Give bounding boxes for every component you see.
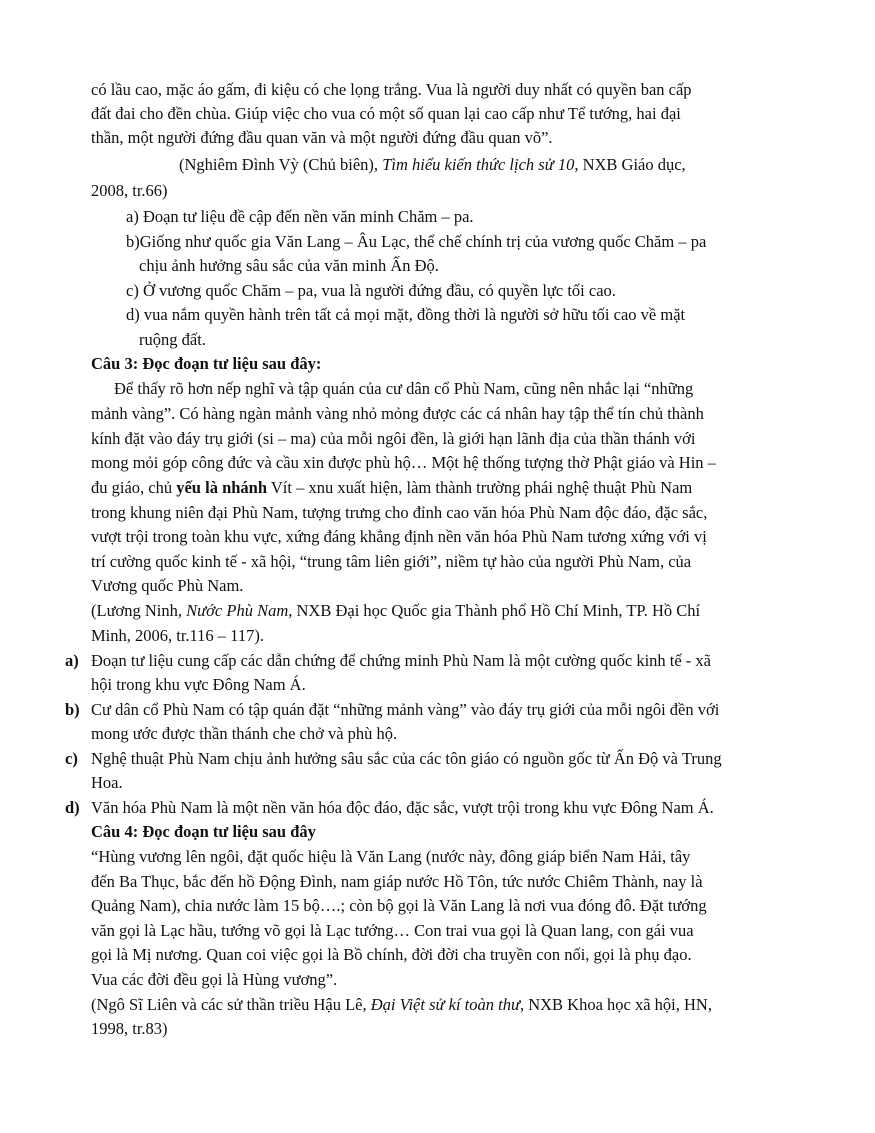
source-citation: (Lương Ninh, Nước Phù Nam, NXB Đại học Quốc gia Thành phố Hồ Chí Minh, TP. Hồ Chí (91, 601, 701, 620)
source-title: Nước Phù Nam (186, 601, 289, 620)
passage-line: đu giáo, chủ yếu là nhánh Vít – xnu xuất hiện, làm thành trường phái nghệ thuật Phù Nam (91, 478, 693, 497)
passage-line: đến Ba Thục, bắc đến hồ Động Đình, nam giáp nước Hồ Tôn, tức nước Chiêm Thành, nay là (91, 872, 703, 891)
source-title: Tìm hiểu kiến thức lịch sử 10 (382, 155, 575, 174)
question-heading: Câu 4: Đọc đoạn tư liệu sau đây (91, 822, 316, 841)
source-title: Đại Việt sử kí toàn thư (370, 995, 520, 1014)
passage-line: đất đai cho đền chùa. Giúp việc cho vua có một số quan lại cao cấp như Tể tướng, hai đại (91, 104, 681, 123)
bold-phrase: yếu là nhánh (176, 478, 268, 497)
passage-line: có lầu cao, mặc áo gấm, đi kiệu có che lọng trắng. Vua là người duy nhất có quyền ban cấp (91, 80, 692, 99)
option-c-cont: Hoa. (91, 773, 123, 792)
passage-line: Để thấy rõ hơn nếp nghĩ và tập quán của cư dân cổ Phù Nam, cũng nên nhắc lại “những (114, 379, 694, 398)
option-c: c) Ở vương quốc Chăm – pa, vua là người đứng đầu, có quyền lực tối cao. (126, 281, 616, 300)
passage-line: văn gọi là Lạc hầu, tướng võ gọi là Lạc tướng… Con trai vua gọi là Quan lang, con gái vua (91, 921, 694, 940)
passage-line: mảnh vàng”. Có hàng ngàn mảnh vàng nhỏ mỏng được các cá nhân hay tập thể tín chủ thành (91, 404, 704, 423)
option-b: b)Giống như quốc gia Văn Lang – Âu Lạc, thể chế chính trị của vương quốc Chăm – pa (126, 232, 707, 251)
option-d: d) vua nắm quyền hành trên tất cả mọi mặt, đồng thời là người sở hữu tối cao về mặt (126, 305, 686, 324)
option-label: a) (65, 651, 79, 670)
option-a: Đoạn tư liệu cung cấp các dẫn chứng để chứng minh Phù Nam là một cường quốc kinh tế - xã (91, 651, 711, 670)
option-c: Nghệ thuật Phù Nam chịu ảnh hưởng sâu sắc của các tôn giáo có nguồn gốc từ Ấn Độ và Trung (91, 749, 722, 768)
source-citation: (Nghiêm Đình Vỳ (Chủ biên), Tìm hiểu kiến thức lịch sử 10, NXB Giáo dục, (179, 155, 686, 174)
passage-line: vượt trội trong toàn khu vực, xứng đáng khẳng định nền văn hóa Phù Nam tương xứng với vị (91, 527, 707, 546)
passage-line: Quảng Nam), chia nước làm 15 bộ….; còn bộ gọi là Văn Lang là nơi vua đóng đô. Đặt tướng (91, 896, 707, 915)
question-heading: Câu 3: Đọc đoạn tư liệu sau đây: (91, 354, 322, 373)
passage-line: trong khung niên đại Phù Nam, tượng trưng cho đỉnh cao văn hóa Phù Nam độc đáo, đặc sắc, (91, 503, 708, 522)
source-citation-line: 2008, tr.66) (91, 181, 168, 200)
passage-line: thần, một người đứng đầu quan văn và một người đứng đầu quan võ”. (91, 128, 553, 147)
source-citation: (Ngô Sĩ Liên và các sử thần triều Hậu Lê, Đại Việt sử kí toàn thư, NXB Khoa học xã hội, HN, (91, 995, 712, 1014)
passage-line: Vương quốc Phù Nam. (91, 576, 244, 595)
source-citation-line: Minh, 2006, tr.116 – 117). (91, 626, 264, 645)
option-b-cont: mong ước được thần thánh che chở và phù hộ. (91, 724, 398, 743)
passage-line: gọi là Mị nương. Quan coi việc gọi là Bồ chính, đời đời cha truyền con nối, gọi là phụ đạo. (91, 945, 692, 964)
option-a-cont: hội trong khu vực Đông Nam Á. (91, 675, 306, 694)
passage-line: kính đặt vào đáy trụ giới (si – ma) của mỗi ngôi đền, là giới hạn lãnh địa của thần thánh với (91, 429, 696, 448)
passage-line: Vua các đời đều gọi là Hùng vương”. (91, 970, 338, 989)
option-d: Văn hóa Phù Nam là một nền văn hóa độc đáo, đặc sắc, vượt trội trong khu vực Đông Nam Á. (91, 798, 714, 817)
option-label: b) (65, 700, 80, 719)
option-d-cont: ruộng đất. (139, 330, 206, 349)
passage-line: mong mỏi góp công đức và cầu xin được phù hộ… Một hệ thống tượng thờ Phật giáo và Hin – (91, 453, 716, 472)
option-a: a) Đoạn tư liệu đề cập đến nền văn minh Chăm – pa. (126, 207, 474, 226)
source-citation-line: 1998, tr.83) (91, 1019, 168, 1038)
passage-line: “Hùng vương lên ngôi, đặt quốc hiệu là Văn Lang (nước này, đông giáp biển Nam Hải, tây (91, 847, 691, 866)
option-b: Cư dân cổ Phù Nam có tập quán đặt “những mảnh vàng” vào đáy trụ giới của mỗi ngôi đền với (91, 700, 720, 719)
passage-line: trí cường quốc kinh tế - xã hội, “trung tâm liên giới”, niềm tự hào của người Phù Nam, của (91, 552, 692, 571)
option-label: d) (65, 798, 80, 817)
option-b-cont: chịu ảnh hưởng sâu sắc của văn minh Ấn Độ. (139, 256, 439, 275)
option-label: c) (65, 749, 78, 768)
